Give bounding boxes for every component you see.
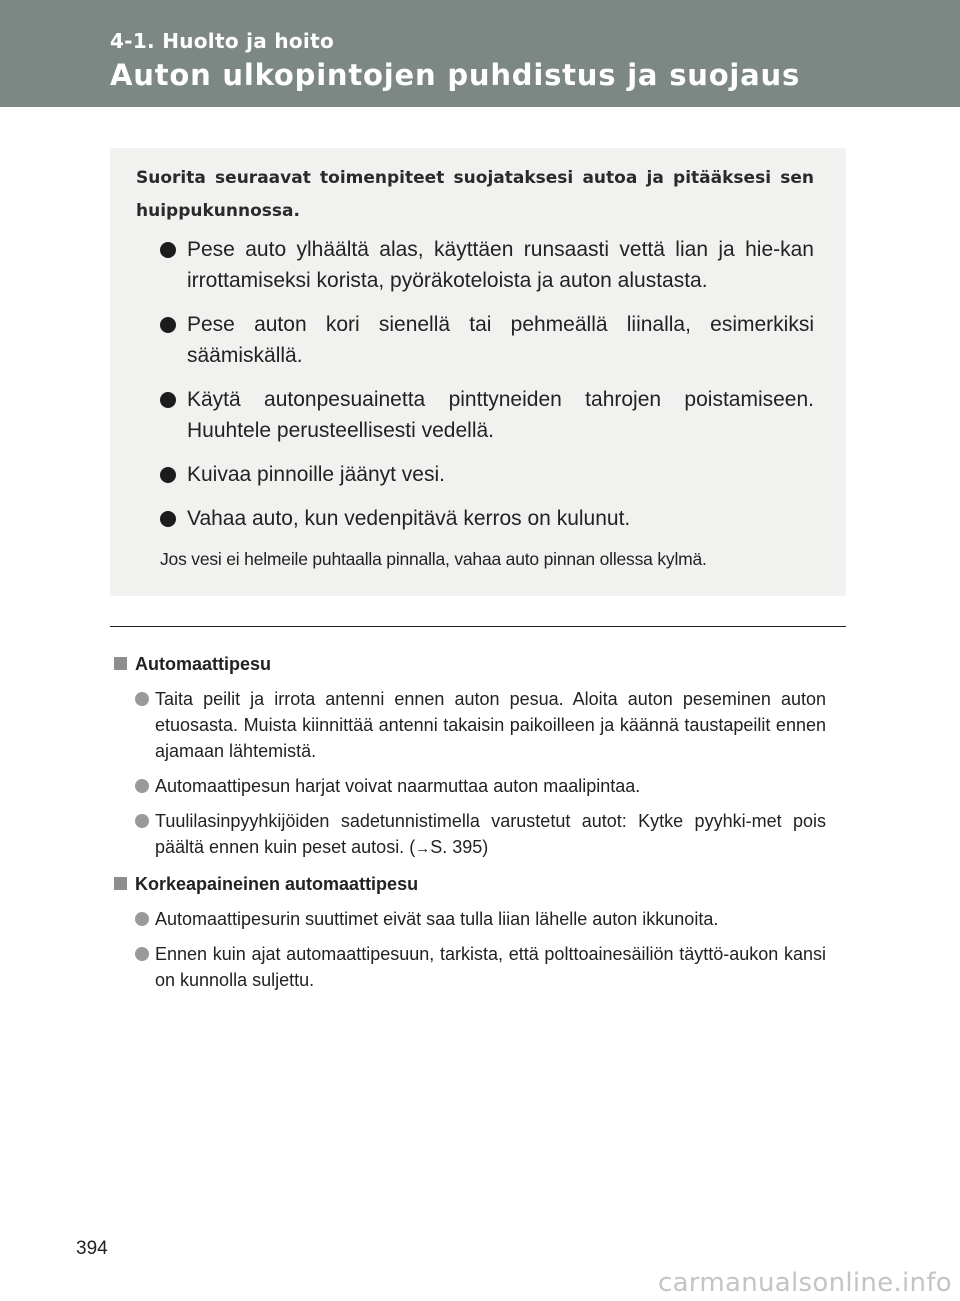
- bullet-icon: [160, 242, 176, 258]
- section-label: 4-1. Huolto ja hoito: [110, 29, 334, 53]
- list-item-text: Ennen kuin ajat automaattipesuun, tarkista, että polttoainesäiliön täyttö-aukon kansi on kunnolla suljettu.: [155, 944, 826, 990]
- list-item: [135, 941, 826, 993]
- page-number: 394: [76, 1238, 108, 1259]
- summary-intro: Suorita seuraavat toimenpiteet suojataksesi autoa ja pitääksesi sen huippukunnossa.: [136, 168, 814, 221]
- list-item: [135, 808, 826, 862]
- section-divider: [110, 626, 846, 627]
- summary-note: Jos vesi ei helmeile puhtaalla pinnalla, vahaa auto pinnan ollessa kylmä.: [160, 549, 707, 569]
- section-heading: [114, 652, 826, 676]
- bullet-icon: [135, 692, 149, 706]
- summary-list: [136, 234, 814, 534]
- section-list: [114, 906, 826, 993]
- list-item: [135, 906, 826, 932]
- square-bullet-icon: [114, 657, 127, 670]
- list-item-text: Kuivaa pinnoille jäänyt vesi.: [187, 463, 445, 486]
- list-item: [135, 686, 826, 764]
- section-list: [114, 686, 826, 862]
- bullet-icon: [135, 912, 149, 926]
- bullet-icon: [135, 779, 149, 793]
- section-heading: [114, 872, 826, 896]
- list-item-text: Pese auton kori sienellä tai pehmeällä liinalla, esimerkiksi säämiskällä.: [187, 313, 814, 367]
- list-item-text: Pese auto ylhäältä alas, käyttäen runsaasti vettä lian ja hie-kan irrottamiseksi korista, pyöräkoteloista ja auton alustasta.: [187, 238, 814, 292]
- bullet-icon: [160, 392, 176, 408]
- bullet-icon: [135, 947, 149, 961]
- bullet-icon: [160, 317, 176, 333]
- bullet-icon: [160, 511, 176, 527]
- bullet-icon: [160, 467, 176, 483]
- page-title: Auton ulkopintojen puhdistus ja suojaus: [110, 58, 801, 92]
- section-heading-text: Automaattipesu: [135, 654, 272, 674]
- list-item: [160, 459, 814, 490]
- list-item-text: Käytä autonpesuainetta pinttyneiden tahrojen poistamiseen. Huuhtele perusteellisesti vedellä.: [187, 388, 814, 442]
- summary-box: [110, 148, 846, 596]
- section-heading-text: Korkeapaineinen automaattipesu: [135, 874, 419, 894]
- list-item-text: Vahaa auto, kun vedenpitävä kerros on kulunut.: [187, 507, 631, 530]
- list-item-text: Tuulilasinpyyhkijöiden sadetunnistimella varustetut autot: Kytke pyyhki-met pois päältä ennen kuin peset autosi. (: [155, 811, 826, 857]
- page-reference-link[interactable]: S. 395): [430, 837, 489, 857]
- list-item: [160, 309, 814, 371]
- arrow-right-icon: →: [415, 840, 431, 857]
- bullet-icon: [135, 814, 149, 828]
- section-automaattipesu: [114, 652, 826, 871]
- list-item: [160, 503, 814, 534]
- list-item-text: Taita peilit ja irrota antenni ennen auton pesua. Aloita auton peseminen auton etuosasta. Muista kiinnittää antenni takaisin paikoilleen ja käännä taustapeilit ennen ajamaan lähtemistä.: [155, 689, 826, 761]
- watermark: carmanualsonline.info: [657, 1268, 952, 1298]
- list-item: [160, 384, 814, 446]
- list-item: [160, 234, 814, 296]
- list-item: [135, 773, 826, 799]
- list-item-text: Automaattipesurin suuttimet eivät saa tulla liian lähelle auton ikkunoita.: [155, 909, 719, 929]
- chapter-header: [0, 0, 960, 107]
- list-item-text: Automaattipesun harjat voivat naarmuttaa auton maalipintaa.: [155, 776, 641, 796]
- section-korkeapaineinen: [114, 872, 826, 1002]
- square-bullet-icon: [114, 877, 127, 890]
